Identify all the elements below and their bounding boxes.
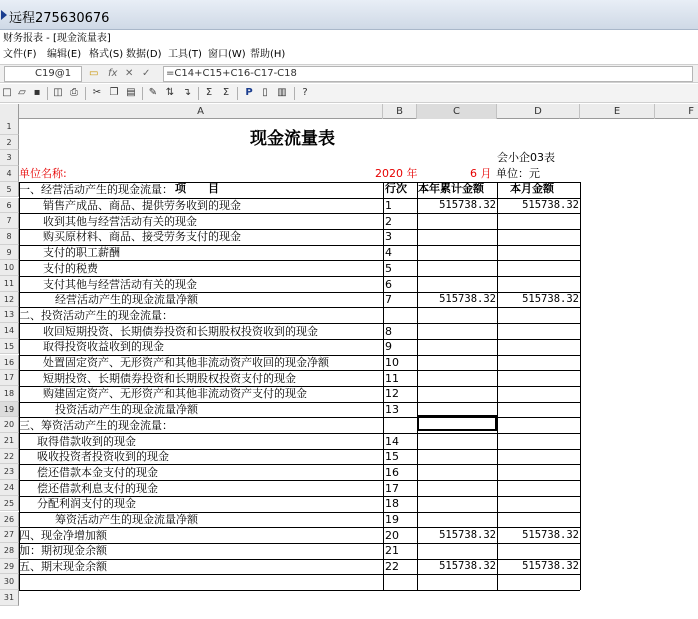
table-cell-item[interactable]: 短期投资、长期债券投资和长期股权投资支付的现金	[43, 371, 296, 385]
table-cell-line-no[interactable]: 2	[385, 214, 392, 228]
header-ytd: 本年累计金额	[418, 182, 484, 195]
table-cell-ytd[interactable]	[417, 324, 497, 340]
menu-window[interactable]: 窗口(W)	[208, 49, 246, 60]
menu-data[interactable]: 数据(D)	[126, 49, 162, 60]
table-cell-line-no[interactable]: 16	[385, 465, 399, 479]
row-header[interactable]: 17	[0, 370, 19, 386]
row-header[interactable]: 30	[0, 574, 19, 590]
table-cell-ytd[interactable]	[417, 449, 497, 465]
table-cell-line-no[interactable]: 13	[385, 403, 399, 417]
table-cell-item[interactable]: 三、筹资活动产生的现金流量：	[19, 418, 173, 432]
menu-edit[interactable]: 编辑(E)	[47, 49, 82, 60]
table-cell-ytd[interactable]	[417, 277, 497, 293]
table-cell-ytd[interactable]	[417, 182, 497, 198]
row-header[interactable]: 22	[0, 449, 19, 465]
column-header-e[interactable]: E	[580, 104, 655, 119]
window-title: 远程275630676	[9, 11, 110, 26]
row-header[interactable]: 13	[0, 307, 19, 323]
table-cell-line-no[interactable]	[385, 308, 415, 324]
table-cell-ytd[interactable]: 515738.32	[439, 528, 496, 541]
column-header-b[interactable]: B	[383, 104, 417, 119]
table-cell-ytd[interactable]	[417, 214, 497, 230]
table-cell-month[interactable]	[497, 481, 580, 497]
row-header[interactable]: 2	[0, 135, 19, 151]
table-cell-month[interactable]	[497, 339, 580, 355]
table-cell-ytd[interactable]	[417, 512, 497, 528]
table-cell-item[interactable]: 经营活动产生的现金流量净额	[55, 293, 198, 307]
table-cell-line-no[interactable]: 12	[385, 387, 399, 401]
table-cell-item[interactable]: 销售产成品、商品、提供劳务收到的现金	[43, 199, 241, 212]
table-cell-ytd[interactable]	[417, 386, 497, 402]
table-cell-item[interactable]: 偿还借款利息支付的现金	[37, 481, 158, 495]
table-cell-line-no[interactable]: 8	[385, 324, 392, 338]
table-cell-month[interactable]: 515738.32	[522, 528, 579, 541]
menu-format[interactable]: 格式(S)	[89, 49, 124, 60]
table-cell-line-no[interactable]: 9	[385, 340, 392, 354]
row-header[interactable]: 31	[0, 590, 19, 606]
help-icon[interactable]: ?	[302, 87, 308, 98]
form-code: 会小企03表	[497, 151, 555, 164]
table-cell-item[interactable]: 购买原材料、商品、接受劳务支付的现金	[43, 230, 241, 244]
year-label: 2020 年	[375, 167, 418, 180]
table-cell-ytd[interactable]: 515738.32	[439, 199, 496, 211]
table-cell-line-no[interactable]	[385, 182, 415, 198]
table-cell-item[interactable]: 投资活动产生的现金流量净额	[55, 403, 198, 417]
menu-file[interactable]: 文件(F)	[3, 49, 37, 60]
table-cell-month[interactable]	[497, 371, 580, 387]
sum-down-icon[interactable]: Σ	[222, 87, 230, 98]
row-header[interactable]: 19	[0, 402, 19, 418]
table-cell-line-no[interactable]: 17	[385, 481, 399, 495]
selected-cell[interactable]	[417, 415, 497, 431]
table-cell-month[interactable]	[497, 245, 580, 261]
table-cell-month[interactable]	[497, 261, 580, 277]
row-header[interactable]: 29	[0, 559, 19, 575]
row-header[interactable]: 23	[0, 464, 19, 480]
cut-icon[interactable]: ✂	[92, 87, 102, 98]
table-cell-ytd[interactable]	[417, 355, 497, 371]
table-cell-ytd[interactable]	[417, 371, 497, 387]
row-header[interactable]: 27	[0, 527, 19, 543]
table-cell-item[interactable]: 吸收投资者投资收到的现金	[37, 450, 169, 464]
table-cell-line-no[interactable]: 19	[385, 513, 399, 526]
table-cell-ytd[interactable]	[417, 339, 497, 355]
row-header[interactable]: 12	[0, 292, 19, 308]
table-cell-line-no[interactable]: 20	[385, 528, 399, 542]
table-cell-item[interactable]: 收到其他与经营活动有关的现金	[43, 214, 197, 228]
row-header[interactable]: 1	[0, 119, 19, 135]
print-preview-icon[interactable]: ◫	[53, 87, 63, 98]
table-cell-item[interactable]: 加：期初现金余额	[19, 544, 107, 558]
open-folder-icon[interactable]: ▱	[18, 87, 26, 98]
table-cell-item[interactable]: 支付其他与经营活动有关的现金	[43, 277, 197, 291]
table-cell-ytd[interactable]	[417, 245, 497, 261]
table-cell-line-no[interactable]	[385, 418, 415, 434]
save-icon[interactable]: ▪	[33, 87, 41, 98]
select-all-corner[interactable]	[0, 104, 19, 119]
table-cell-month[interactable]: 515738.32	[522, 293, 579, 306]
table-cell-month[interactable]	[497, 465, 580, 481]
table-cell-item[interactable]: 购建固定资产、无形资产和其他非流动资产支付的现金	[43, 387, 307, 401]
table-cell-month[interactable]	[497, 214, 580, 230]
table-cell-month[interactable]	[497, 512, 580, 528]
row-header[interactable]: 10	[0, 260, 19, 276]
p-icon[interactable]: P	[245, 87, 253, 98]
column-header-f[interactable]: F	[688, 106, 694, 117]
month-label: 6 月	[470, 167, 492, 180]
row-header[interactable]: 4	[0, 166, 19, 182]
table-cell-item[interactable]: 五、期末现金余额	[19, 560, 107, 574]
table-cell-line-no[interactable]: 4	[385, 246, 392, 260]
table-cell-month[interactable]: 515738.32	[522, 560, 579, 573]
document-caption: 财务报表 - [现金流量表]	[3, 33, 111, 44]
formula-input[interactable]: =C14+C15+C16-C17-C18	[163, 66, 693, 82]
table-cell-ytd[interactable]	[417, 308, 497, 324]
function-wizard-icon[interactable]: ▭	[89, 68, 99, 79]
cancel-icon[interactable]: ✕	[125, 68, 134, 79]
table-cell-ytd[interactable]	[417, 465, 497, 481]
table-cell-item[interactable]: 二、投资活动产生的现金流量：	[19, 308, 173, 322]
table-cell-line-no[interactable]: 15	[385, 450, 399, 464]
column-header-d[interactable]: D	[497, 104, 580, 119]
fx-icon[interactable]: fx	[108, 68, 118, 79]
row-header[interactable]: 14	[0, 323, 19, 339]
filter-icon[interactable]: ↴	[182, 87, 192, 98]
row-header[interactable]: 16	[0, 355, 19, 371]
table-cell-ytd[interactable]: 515738.32	[439, 560, 496, 573]
table-cell-month[interactable]	[497, 402, 580, 418]
row-header[interactable]: 6	[0, 198, 19, 214]
sort-icon[interactable]: ⇅	[165, 87, 175, 98]
row-header[interactable]: 3	[0, 150, 19, 166]
confirm-icon[interactable]: ✓	[142, 68, 151, 79]
table-cell-item[interactable]: 筹资活动产生的现金流量净额	[55, 513, 198, 526]
table-cell-item[interactable]: 偿还借款本金支付的现金	[37, 465, 158, 479]
table-cell-month[interactable]	[497, 496, 580, 512]
table-cell-month[interactable]	[497, 434, 580, 450]
table-cell-ytd[interactable]	[417, 261, 497, 277]
table-cell-month[interactable]	[497, 449, 580, 465]
page-icon[interactable]: ▯	[262, 87, 268, 98]
table-cell-line-no[interactable]: 7	[385, 293, 392, 307]
spreadsheet[interactable]	[0, 104, 698, 619]
format-painter-icon[interactable]: ✎	[148, 87, 158, 98]
table-cell-item[interactable]: 支付的职工薪酬	[43, 246, 120, 260]
table-cell-month[interactable]	[497, 277, 580, 293]
row-header[interactable]: 11	[0, 276, 19, 292]
copy-icon[interactable]: ❐	[109, 87, 119, 98]
table-cell-line-no[interactable]: 21	[385, 544, 399, 558]
header-line-no: 行次	[385, 182, 407, 195]
table-cell-month[interactable]	[497, 324, 580, 340]
table-cell-ytd[interactable]	[417, 496, 497, 512]
row-header[interactable]: 9	[0, 245, 19, 261]
report-title: 现金流量表	[250, 129, 335, 149]
menu-tools[interactable]: 工具(T)	[168, 49, 202, 60]
row-header[interactable]: 15	[0, 339, 19, 355]
row-header[interactable]: 5	[0, 182, 19, 198]
table-cell-line-no[interactable]: 18	[385, 497, 399, 511]
app-icon	[1, 10, 7, 20]
table-cell-item[interactable]: 支付的税费	[43, 261, 98, 275]
row-header[interactable]: 18	[0, 386, 19, 402]
row-header[interactable]: 8	[0, 229, 19, 245]
table-cell-month[interactable]	[497, 229, 580, 245]
table-cell-item[interactable]: 收回短期投资、长期债券投资和长期股权投资收到的现金	[43, 324, 318, 338]
row-header[interactable]: 21	[0, 433, 19, 449]
table-cell-item[interactable]: 分配利润支付的现金	[37, 497, 136, 511]
chart-icon[interactable]: ▥	[277, 87, 287, 98]
column-header-a[interactable]: A	[19, 104, 383, 119]
table-cell-month[interactable]	[497, 308, 580, 324]
table-cell-month[interactable]	[497, 418, 580, 434]
row-header[interactable]: 25	[0, 496, 19, 512]
table-cell-item[interactable]: 一、经营活动产生的现金流量：	[19, 183, 173, 197]
column-header-c[interactable]: C	[417, 104, 497, 119]
unit-label: 单位：元	[496, 167, 540, 180]
table-cell-item[interactable]: 处置固定资产、无形资产和其他非流动资产收回的现金净额	[43, 356, 329, 369]
menu-bar	[0, 46, 698, 63]
table-cell-item[interactable]: 取得投资收益收到的现金	[43, 340, 164, 354]
table-cell-ytd[interactable]: 515738.32	[439, 293, 496, 306]
row-header[interactable]: 24	[0, 480, 19, 496]
table-cell-line-no[interactable]: 10	[385, 356, 399, 369]
formula-bar	[0, 64, 698, 83]
table-cell-line-no[interactable]: 5	[385, 261, 392, 275]
title-bar	[0, 0, 698, 30]
table-cell-item[interactable]: 四、现金净增加额	[19, 528, 107, 542]
unit-name-label: 单位名称:	[19, 167, 67, 180]
table-cell-line-no[interactable]: 6	[385, 277, 392, 291]
table-cell-month[interactable]	[497, 386, 580, 402]
table-cell-month[interactable]	[497, 182, 580, 198]
row-header[interactable]: 7	[0, 213, 19, 229]
row-header[interactable]: 28	[0, 543, 19, 559]
table-cell-ytd[interactable]	[417, 481, 497, 497]
sum-icon[interactable]: Σ	[205, 87, 213, 98]
table-cell-month[interactable]	[497, 543, 580, 559]
table-cell-line-no[interactable]: 3	[385, 230, 392, 244]
header-month: 本月金额	[510, 182, 554, 195]
toolbar	[0, 84, 698, 103]
table-cell-ytd[interactable]	[417, 229, 497, 245]
cell-name-box[interactable]: C19@1	[4, 66, 82, 82]
table-cell-line-no[interactable]: 14	[385, 434, 399, 448]
row-header[interactable]: 20	[0, 417, 19, 433]
new-file-icon[interactable]: □	[2, 87, 12, 98]
table-cell-line-no[interactable]: 1	[385, 199, 392, 212]
row-header[interactable]: 26	[0, 512, 19, 528]
header-item: 项 目	[175, 182, 219, 195]
print-icon[interactable]: ⎙	[70, 87, 78, 98]
paste-icon[interactable]: ▤	[126, 87, 136, 98]
table-cell-line-no[interactable]: 11	[385, 371, 399, 385]
menu-help[interactable]: 帮助(H)	[250, 49, 286, 60]
table-cell-line-no[interactable]: 22	[385, 560, 399, 574]
table-cell-month[interactable]: 515738.32	[522, 199, 579, 211]
table-cell-ytd[interactable]	[417, 434, 497, 450]
table-cell-ytd[interactable]	[417, 543, 497, 559]
table-cell-month[interactable]	[497, 355, 580, 371]
table-cell-item[interactable]: 取得借款收到的现金	[37, 434, 136, 448]
